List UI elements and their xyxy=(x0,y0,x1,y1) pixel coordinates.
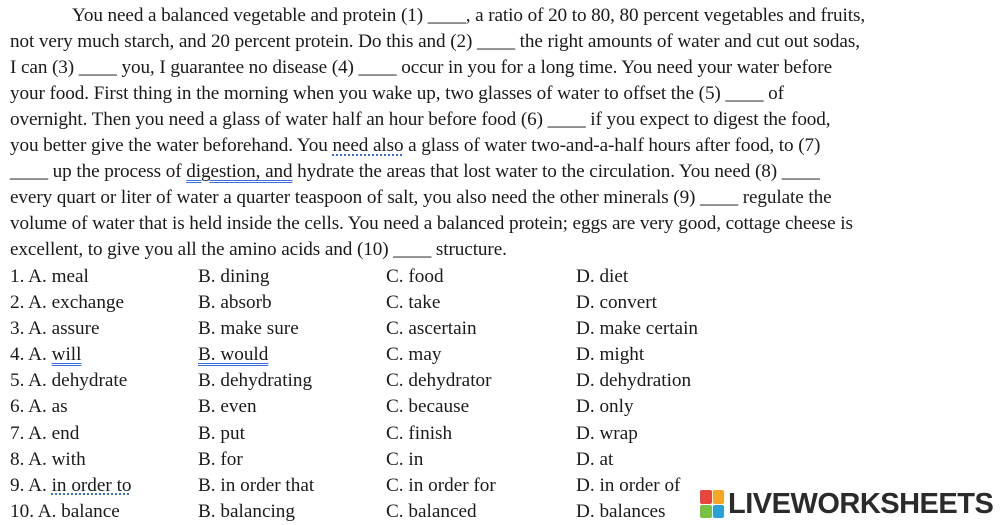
option-b[interactable]: B. for xyxy=(198,448,243,470)
option-d[interactable]: D. might xyxy=(576,344,645,366)
option-c[interactable]: C. in xyxy=(386,448,424,470)
passage-line: your food. First thing in the morning when you wake up, two glasses of water to offset the (5) ____ of xyxy=(10,83,784,104)
option-d[interactable]: D. at xyxy=(576,448,614,470)
passage-line: overnight. Then you need a glass of water half an hour before food (6) ____ if you expect to digest the food, xyxy=(10,109,831,130)
option-b[interactable]: B. would xyxy=(198,344,269,366)
option-c[interactable]: C. balanced xyxy=(386,500,477,522)
logo-mark-square xyxy=(713,505,725,519)
question-row-2 xyxy=(10,290,995,316)
grammar-flag: will xyxy=(51,344,82,366)
logo-mark-square xyxy=(700,505,712,519)
option-b[interactable]: B. put xyxy=(198,422,245,444)
option-b[interactable]: B. in order that xyxy=(198,474,315,496)
option-a[interactable] xyxy=(10,473,132,499)
question-row-7 xyxy=(10,421,995,447)
passage-text: a glass of water two-and-a-half hours after food, to (7) xyxy=(403,135,821,156)
logo-text: LIVEWORKSHEETS xyxy=(728,488,994,520)
passage-line: every quart or liter of water a quarter teaspoon of salt, you also need the other minerals (9) ____ regulate the xyxy=(10,187,832,208)
passage-line xyxy=(10,159,995,185)
passage-text: hydrate the areas that lost water to the circulation. You need (8) ____ xyxy=(292,161,820,182)
option-a[interactable]: 10. A. balance xyxy=(10,500,120,522)
option-a[interactable] xyxy=(10,342,81,368)
question-row-1 xyxy=(10,264,995,290)
option-c[interactable]: C. ascertain xyxy=(386,318,477,340)
option-b[interactable]: B. dehydrating xyxy=(198,370,313,392)
logo-mark-icon xyxy=(700,490,724,518)
option-b[interactable]: B. balancing xyxy=(198,500,295,522)
option-a[interactable]: 8. A. with xyxy=(10,448,86,470)
option-d[interactable]: D. in order of xyxy=(576,474,681,496)
question-row-4 xyxy=(10,342,995,368)
option-a[interactable]: 1. A. meal xyxy=(10,266,89,287)
grammar-flag: in order to xyxy=(51,474,132,496)
passage-line: You need a balanced vegetable and protein (1) ____, a ratio of 20 to 80, 80 percent vegetables and fruits, xyxy=(72,5,866,26)
passage-text: ____ up the process of xyxy=(10,161,187,182)
option-a[interactable]: 3. A. assure xyxy=(10,318,100,340)
question-row-3 xyxy=(10,316,995,342)
option-prefix: 4. A. xyxy=(10,344,52,366)
option-a[interactable]: 7. A. end xyxy=(10,422,80,444)
passage-line xyxy=(10,133,995,159)
passage xyxy=(10,3,995,263)
option-b[interactable]: B. dining xyxy=(198,266,270,287)
option-b[interactable]: B. make sure xyxy=(198,318,299,340)
liveworksheets-logo xyxy=(700,486,993,522)
option-d[interactable]: D. only xyxy=(576,396,634,418)
passage-text: you better give the water beforehand. You xyxy=(10,135,333,156)
option-b[interactable]: B. even xyxy=(198,396,257,418)
grammar-flag: digestion, and xyxy=(186,161,293,182)
passage-line: excellent, to give you all the amino acids and (10) ____ structure. xyxy=(10,239,507,260)
option-c[interactable]: C. finish xyxy=(386,422,453,444)
option-d[interactable]: D. dehydration xyxy=(576,370,692,392)
option-d[interactable]: D. wrap xyxy=(576,422,638,444)
question-row-8 xyxy=(10,447,995,473)
grammar-flag: need also xyxy=(332,135,404,156)
option-c[interactable]: C. food xyxy=(386,266,444,287)
passage-line: I can (3) ____ you, I guarantee no disease (4) ____ occur in you for a long time. You need your water before xyxy=(10,57,833,78)
option-d[interactable]: D. convert xyxy=(576,292,657,314)
option-b[interactable]: B. absorb xyxy=(198,292,272,314)
logo-mark-square xyxy=(713,490,725,504)
option-c[interactable]: C. in order for xyxy=(386,474,496,496)
option-d[interactable]: D. balances xyxy=(576,500,666,522)
option-a[interactable]: 2. A. exchange xyxy=(10,292,125,314)
option-c[interactable]: C. dehydrator xyxy=(386,370,492,392)
question-row-5 xyxy=(10,368,995,394)
option-d[interactable]: D. diet xyxy=(576,266,629,287)
option-prefix: 9. A. xyxy=(10,474,52,496)
logo-mark-square xyxy=(700,490,712,504)
option-d[interactable]: D. make certain xyxy=(576,318,698,340)
passage-line: not very much starch, and 20 percent protein. Do this and (2) ____ the right amounts of water and cut out sodas, xyxy=(10,31,860,52)
option-a[interactable]: 5. A. dehydrate xyxy=(10,370,128,392)
option-a[interactable]: 6. A. as xyxy=(10,396,68,418)
passage-line: volume of water that is held inside the cells. You need a balanced protein; eggs are very good, cottage cheese is xyxy=(10,213,853,234)
option-c[interactable]: C. may xyxy=(386,344,442,366)
option-c[interactable]: C. take xyxy=(386,292,441,314)
question-row-6 xyxy=(10,394,995,420)
option-c[interactable]: C. because xyxy=(386,396,470,418)
